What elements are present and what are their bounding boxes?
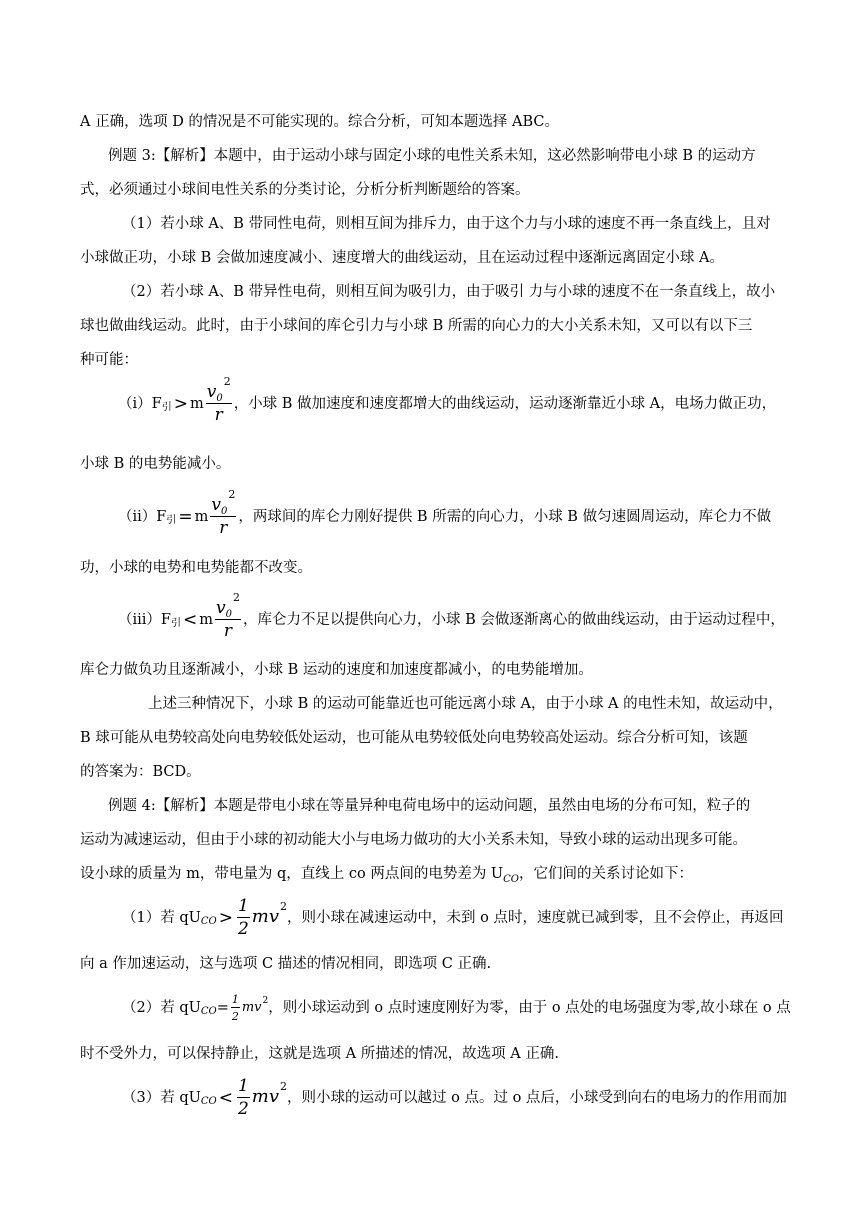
paragraph-line: B 球可能从电势较高处向电势较低处运动，也可能从电势较低处向电势较高处运动。综合分析可知，该题 bbox=[80, 730, 748, 746]
fraction-v0-squared-over-r: $\frac{v_0^2}{r}$ bbox=[206, 375, 231, 425]
subcase-ii-line bbox=[118, 488, 830, 538]
fraction-one-half: $\frac{1}{2}$ bbox=[237, 896, 249, 939]
subcase-ii-text: ，两球间的库仑力刚好提供 B 所需的向心力，小球 B 做匀速圆周运动，库仑力不做 bbox=[238, 509, 772, 525]
paragraph-line: 小球做正功，小球 B 会做加速度减小、速度增大的曲线运动，且在运动过程中逐渐远离固定小球 A。 bbox=[80, 250, 724, 266]
fraction-one-half: $\frac{1}{2}$ bbox=[237, 1076, 249, 1119]
mv-squared: $mv^2$ bbox=[241, 995, 269, 1015]
relation-symbol: < bbox=[218, 1088, 233, 1108]
paragraph-line: 的答案为：BCD。 bbox=[80, 764, 201, 780]
example-3-heading-line: 例题 3:【解析】本题中，由于运动小球与固定小球的电性关系未知，这必然影响带电小球 B 的运动方 bbox=[108, 148, 756, 164]
paragraph-line: 球也做曲线运动。此时，由于小球间的库仑引力与小球 B 所需的向心力的大小关系未知，又可以有以下三 bbox=[80, 318, 753, 334]
paragraph-line: 运动为减速运动，但由于小球的初动能大小与电场力做功的大小关系未知，导致小球的运动出现多可能。 bbox=[80, 832, 747, 848]
paragraph-line: 小球 B 的电势能减小。 bbox=[80, 456, 231, 472]
paragraph-line: 设小球的质量为 m，带电量为 q，直线上 co 两点间的电势差为 $U_{CO}$，它们间的关系讨论如下： bbox=[80, 866, 694, 885]
fraction-v0-squared-over-r: $\frac{v_0^2}{r}$ bbox=[211, 488, 236, 538]
subscript: 引 bbox=[166, 515, 177, 526]
subcase-i-text: ，小球 B 做加速度和速度都增大的曲线运动，运动逐渐靠近小球 A，电场力做正功， bbox=[233, 396, 777, 412]
subscript: 引 bbox=[161, 402, 172, 413]
paragraph-line: 向 a 作加速运动，这与选项 C 描述的情况相同，即选项 C 正确. bbox=[80, 956, 492, 972]
relation-symbol: > bbox=[173, 394, 188, 414]
relation-symbol: > bbox=[218, 908, 233, 928]
fraction-v0-squared-over-r: $\frac{v_0^2}{r}$ bbox=[215, 591, 240, 641]
subcase-iii-line bbox=[118, 591, 830, 641]
fraction-one-half: $\frac{1}{2}$ bbox=[231, 993, 239, 1023]
subcase-iii-text: ，库仑力不足以提供向心力，小球 B 会做逐渐离心的做曲线运动，由于运动过程中， bbox=[242, 612, 785, 628]
paragraph-line: 时不受外力，可以保持静止，这就是选项 A 所描述的情况，故选项 A 正确. bbox=[80, 1046, 559, 1062]
relation-symbol: = bbox=[178, 507, 193, 527]
paragraph-line: 式，必须通过小球间电性关系的分类讨论，分析分析判断题给的答案。 bbox=[80, 182, 530, 198]
case-q2-line: （2）若 qU CO = $\frac{1}{2}$ $mv^2$ ，则小球运动到 o 点时速度刚好为零，由于 o 点处的电场强度为零,故小球在 o 点 bbox=[122, 993, 791, 1023]
subcase-ii-prefix: （ⅱ）F bbox=[118, 509, 167, 525]
case-q3-line: （3）若 qU CO < $\frac{1}{2}$ $mv^2$ ，则小球的运动可以越过 o 点。过 o 点后，小球受到向右的电场力的作用而加 bbox=[122, 1076, 787, 1119]
mass-symbol: m bbox=[199, 612, 213, 628]
paragraph-line: A 正确，选项 D 的情况是不可能实现的。综合分析，可知本题选择 ABC。 bbox=[80, 114, 560, 130]
case-q1-line: （1）若 qU CO > $\frac{1}{2}$ $mv^2$ ，则小球在减速运动中，未到 o 点时，速度就已减到零，且不会停止，再返回 bbox=[122, 896, 784, 939]
paragraph-line: 功，小球的电势和电势能都不改变。 bbox=[80, 560, 312, 576]
mass-symbol: m bbox=[189, 396, 204, 412]
subcase-i-prefix: （ⅰ）F bbox=[118, 396, 162, 412]
relation-symbol: = bbox=[216, 1000, 229, 1016]
subcase-iii-prefix: （ⅲ）F bbox=[118, 612, 171, 628]
mv-squared: $mv^2$ bbox=[251, 900, 288, 927]
subcase-i-line bbox=[118, 375, 830, 425]
mass-symbol: m bbox=[194, 509, 209, 525]
mv-squared: $mv^2$ bbox=[251, 1080, 288, 1107]
summary-line: 上述三种情况下，小球 B 的运动可能靠近也可能远离小球 A，由于小球 A 的电性未知，故运动中， bbox=[148, 696, 783, 712]
relation-symbol: < bbox=[182, 610, 198, 630]
subscript: 引 bbox=[170, 618, 181, 629]
case-1-line: （1）若小球 A、B 带同性电荷，则相互间为排斥力，由于这个力与小球的速度不再一条直线上，且对 bbox=[122, 216, 771, 232]
case-2-line: （2）若小球 A、B 带异性电荷，则相互间为吸引力，由于吸引 力与小球的速度不在一条直线上，故小 bbox=[122, 284, 776, 300]
paragraph-line: 种可能： bbox=[80, 352, 138, 368]
paragraph-line: 库仑力做负功且逐渐减小，小球 B 运动的速度和加速度都减小，的电势能增加。 bbox=[80, 662, 593, 678]
example-4-heading-line: 例题 4:【解析】本题是带电小球在等量异种电荷电场中的运动问题，虽然由电场的分布可知，粒子的 bbox=[108, 798, 751, 814]
